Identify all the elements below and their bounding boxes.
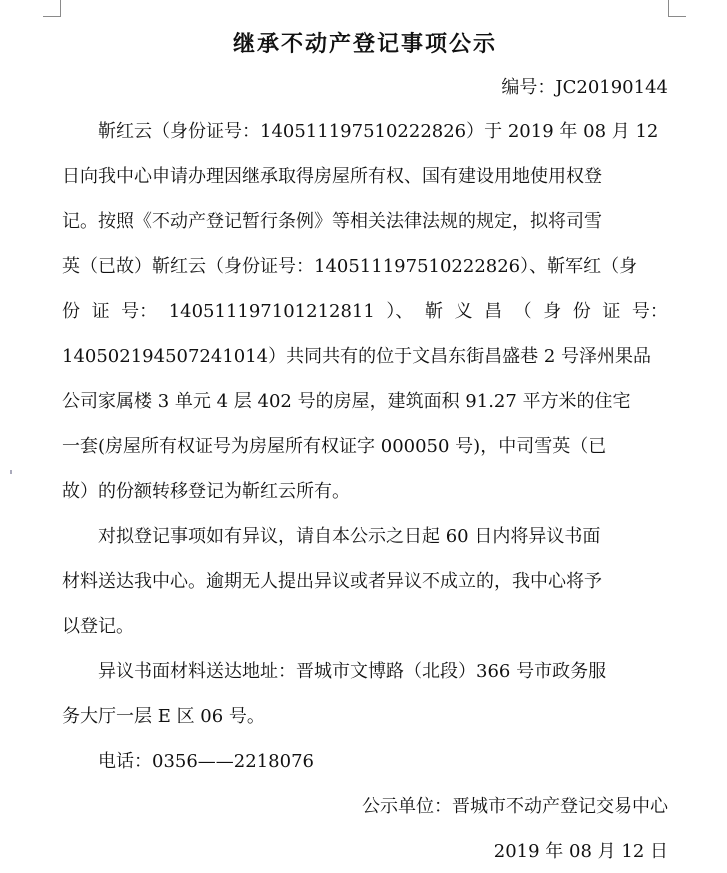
word: 号：: [121, 301, 158, 322]
paragraph-objection: [62, 522, 668, 642]
paragraph-line: 公司家属楼 3 单元 4 层 402 号的房屋，建筑面积 91.27 平方米的住宅: [62, 391, 631, 412]
publisher-line: 公示单位：晋城市不动产登记交易中心: [362, 796, 668, 817]
word: 140511197101212811: [168, 301, 375, 322]
word: 义: [454, 301, 473, 322]
word: 证: [602, 301, 621, 322]
document-body: [62, 30, 668, 867]
crop-mark-top-right: [668, 0, 669, 17]
paragraph-line: 以登记。: [62, 616, 134, 637]
paragraph-address: [62, 657, 668, 732]
word: 号：: [631, 301, 668, 322]
paragraph-line: 故）的份额转移登记为靳红云所有。: [62, 481, 350, 502]
phone-line: 电话：0356——2218076: [98, 751, 314, 772]
paragraph-line: 异议书面材料送达地址：晋城市文博路（北段）366 号市政务服: [98, 661, 607, 682]
word: 靳: [424, 301, 443, 322]
paragraph-main: [62, 117, 668, 507]
paragraph-line: 140502194507241014）共同共有的位于文昌东街昌盛巷 2 号泽州果品: [62, 346, 652, 367]
word: ）、: [386, 301, 414, 322]
document-title: 继承不动产登记事项公示: [232, 32, 497, 57]
crop-mark-top-left: [43, 16, 61, 17]
crop-mark-top-left: [60, 0, 61, 17]
word: 份: [572, 301, 591, 322]
word: （: [513, 301, 532, 322]
date-line: 2019 年 08 月 12 日: [493, 841, 668, 862]
paragraph-line: 靳红云（身份证号：140511197510222826）于 2019 年 08 月 12: [98, 121, 659, 142]
word: 证: [91, 301, 110, 322]
word: 身: [543, 301, 562, 322]
paragraph-line: 记。按照《不动产登记暂行条例》等相关法律法规的规定，拟将司雪: [62, 211, 602, 232]
paragraph-line: 英（已故）靳红云（身份证号：140511197510222826）、靳军红（身: [62, 256, 638, 277]
document-number: 编号：JC20190144: [501, 77, 668, 98]
paragraph-line-justified: [62, 297, 668, 327]
paragraph-line: 对拟登记事项如有异议，请自本公示之日起 60 日内将异议书面: [98, 526, 601, 547]
crop-mark-top-right: [668, 16, 686, 17]
paragraph-line: 一套(房屋所有权证号为房屋所有权证字 000050 号)，中司雪英（已: [62, 436, 607, 457]
word: 份: [62, 301, 80, 322]
word: 昌: [484, 301, 503, 322]
paragraph-line: 日向我中心申请办理因继承取得房屋所有权、国有建设用地使用权登: [62, 166, 602, 187]
paragraph-line: 材料送达我中心。逾期无人提出异议或者异议不成立的，我中心将予: [62, 571, 602, 592]
paragraph-line: 务大厅一层 E 区 06 号。: [62, 706, 265, 727]
margin-marker: [10, 470, 12, 474]
